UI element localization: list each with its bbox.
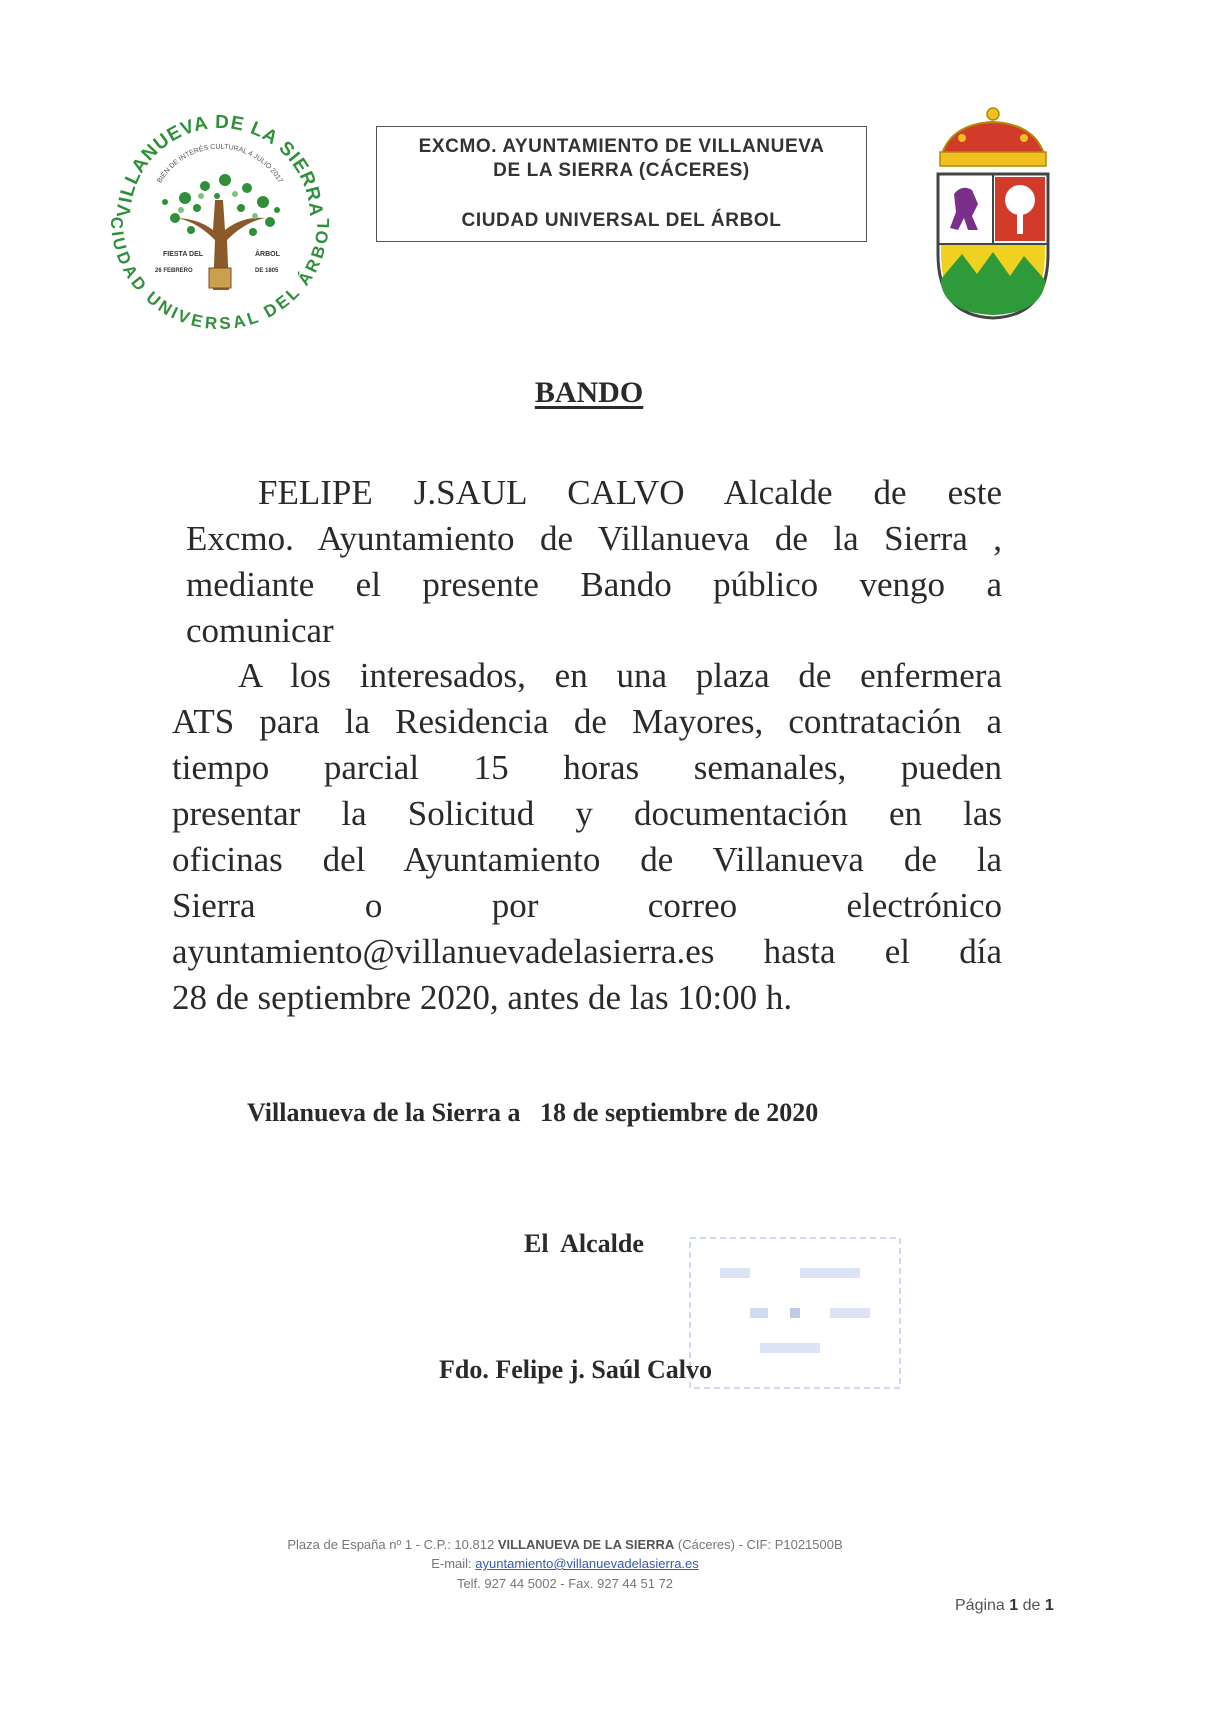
svg-text:DE 1805: DE 1805	[255, 268, 279, 274]
coat-of-arms-icon	[932, 104, 1054, 324]
paragraph-intro	[186, 470, 1002, 654]
signature-name: Fdo. Felipe j. Saúl Calvo	[439, 1355, 713, 1384]
paragraph-announcement	[172, 653, 1002, 1021]
page-sep: de	[1018, 1597, 1045, 1614]
footer-address	[0, 1537, 1130, 1552]
paragraph-line: Excmo. Ayuntamiento de Villanueva de la Sierra ,	[186, 519, 1002, 558]
page-number	[955, 1597, 1054, 1615]
footer-address-post: (Cáceres) - CIF: P1021500B	[674, 1537, 843, 1552]
villanueva-seal-logo	[105, 100, 335, 330]
paragraph-line: ATS para la Residencia de Mayores, contratación a	[172, 702, 1002, 741]
svg-text:26 FEBRERO: 26 FEBRERO	[155, 268, 193, 274]
official-stamp-icon	[680, 1228, 910, 1398]
paragraph-line: mediante el presente Bando público vengo a	[186, 565, 1002, 604]
svg-text:CIUDAD UNIVERSAL DEL ÁRBOL: CIUDAD UNIVERSAL DEL ÁRBOL	[106, 216, 334, 330]
footer-email-label: E-mail:	[431, 1556, 476, 1571]
signature-role: El Alcalde	[524, 1229, 644, 1258]
svg-text:FIESTA DEL: FIESTA DEL	[163, 251, 204, 258]
footer-phones: Telf. 927 44 5002 - Fax. 927 44 51 72	[456, 1576, 674, 1591]
footer-address-town: VILLANUEVA DE LA SIERRA	[497, 1537, 675, 1552]
place-date: Villanueva de la Sierra a 18 de septiembre de 2020	[247, 1098, 819, 1127]
paragraph-line: tiempo parcial 15 horas semanales, pueden	[172, 748, 1002, 787]
header-box	[376, 126, 867, 242]
paragraph-line: ayuntamiento@villanuevadelasierra.es hasta el día	[172, 932, 1002, 971]
header-line-3: CIUDAD UNIVERSAL DEL ÁRBOL	[461, 210, 782, 231]
footer-address-pre: Plaza de España nº 1 - C.P.: 10.812	[287, 1537, 498, 1552]
paragraph-line: Sierra o por correo electrónico	[172, 886, 1002, 925]
svg-text:BIEN DE INTERÉS CULTURAL 4 JUL: BIEN DE INTERÉS CULTURAL 4 JULIO 2017	[156, 143, 284, 185]
paragraph-line: 28 de septiembre 2020, antes de las 10:00 h.	[172, 978, 793, 1017]
paragraph-line: A los interesados, en una plaza de enfermera	[238, 656, 1002, 695]
page-current: 1	[1009, 1597, 1019, 1614]
footer-email-link[interactable]: ayuntamiento@villanuevadelasierra.es	[475, 1556, 699, 1571]
svg-text:ÁRBOL: ÁRBOL	[255, 251, 280, 258]
page-label: Página	[955, 1597, 1010, 1614]
header-line-2: DE LA SIERRA (CÁCERES)	[493, 160, 750, 181]
header-line-1: EXCMO. AYUNTAMIENTO DE VILLANUEVA	[418, 136, 825, 157]
document-title: BANDO	[534, 376, 644, 409]
paragraph-line: presentar la Solicitud y documentación en las	[172, 794, 1002, 833]
svg-text:VILLANUEVA DE LA SIERRA: VILLANUEVA DE LA SIERRA	[113, 111, 327, 218]
paragraph-line: FELIPE J.SAUL CALVO Alcalde de este	[258, 473, 1002, 512]
footer-email	[0, 1556, 1130, 1571]
paragraph-line: comunicar	[186, 611, 334, 650]
page-total: 1	[1044, 1597, 1054, 1614]
paragraph-line: oficinas del Ayuntamiento de Villanueva de la	[172, 840, 1002, 879]
